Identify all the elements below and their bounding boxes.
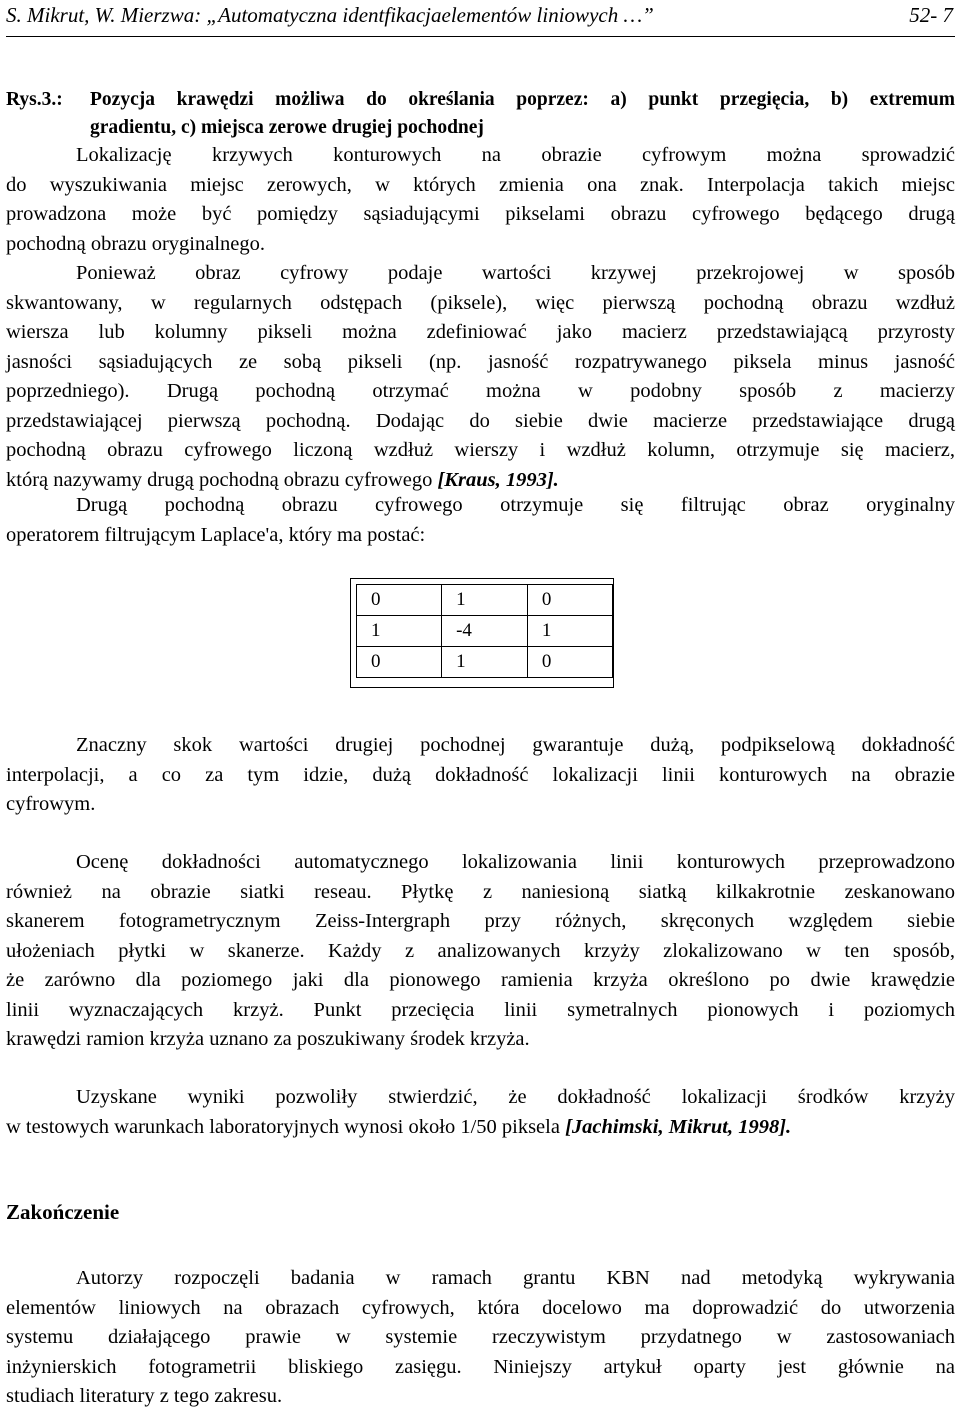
- text-line: również na obrazie siatki reseau. Płytkę z naniesioną siatką kilkakrotnie zeskanowano: [6, 880, 955, 903]
- caption-line: Pozycja krawędzi możliwa do określania poprzez: a) punkt przegięcia, b) extremum: [90, 89, 955, 110]
- matrix-cell: 0: [357, 647, 442, 678]
- text-line: krawędzi ramion krzyża uznano za poszukiwany środek krzyża.: [6, 1028, 530, 1050]
- header-authors-title: S. Mikrut, W. Mierzwa: „Automatyczna identfikacjaelementów liniowych …”: [6, 3, 654, 27]
- text-line: Autorzy rozpoczęli badania w ramach grantu KBN nad metodyką wykrywania: [76, 1267, 955, 1289]
- caption-text: [90, 86, 955, 142]
- text-line: jasności sąsiadujących ze sobą pikseli (np. jasność rozpatrywanego piksela minus jasność: [6, 350, 955, 373]
- text-line: skwantowany, w regularnych odstępach (piksele), więc pierwszą pochodną obrazu wzdłuż: [6, 291, 955, 314]
- text-line: pochodną obrazu cyfrowego liczoną wzdłuż wierszy i wzdłuż kolumn, otrzymuje się macierz,: [6, 439, 955, 461]
- text-line: [6, 1113, 955, 1143]
- paragraph-localization: [6, 141, 955, 259]
- text-line: Drugą pochodną obrazu cyfrowego otrzymuje się filtrując obraz oryginalny: [76, 494, 955, 516]
- header-page-number: 52- 7: [909, 3, 953, 27]
- paragraph-first-derivative: [6, 259, 955, 495]
- paragraph-laplace: [6, 491, 955, 550]
- text-line: prowadzona może być pomiędzy sąsiadującymi pikselami obrazu cyfrowego będącego drugą: [6, 203, 955, 225]
- matrix-cell: 1: [527, 616, 612, 647]
- text-line: studiach literatury z tego zakresu.: [6, 1385, 283, 1407]
- running-header: [6, 0, 955, 37]
- paragraph-reseau: [6, 848, 955, 1055]
- text-line: że zarówno dla poziomego jaki dla pionowego ramienia krzyża określono po dwie krawędzie: [6, 969, 955, 991]
- text-line: cyfrowym.: [6, 793, 96, 815]
- text-line: przedstawiającej pierwszą pochodną. Dodając do siebie dwie macierze przedstawiające drugą: [6, 409, 955, 432]
- text-line: systemu działającego prawie w systemie rzeczywistym przydatnego w zastosowaniach: [6, 1326, 955, 1348]
- text-line: Znaczny skok wartości drugiej pochodnej gwarantuje dużą, podpikselową dokładność: [76, 734, 955, 756]
- text-line: do wyszukiwania miejsc zerowych, w których zmienia ona znak. Interpolacja takich miejsc: [6, 173, 955, 196]
- text-line: Ocenę dokładności automatycznego lokalizowania linii konturowych przeprowadzono: [76, 851, 955, 873]
- matrix-row: [357, 647, 613, 678]
- citation-kraus: [Kraus, 1993].: [437, 468, 559, 491]
- text-line: Ponieważ obraz cyfrowy podaje wartości krzywej przekrojowej w sposób: [76, 262, 955, 284]
- matrix-cell: 1: [442, 585, 528, 616]
- paragraph-interpolation: [6, 731, 955, 820]
- text-line: wiersza lub kolumny pikseli można zdefiniować jako macierz przedstawiającą przyrosty: [6, 321, 955, 343]
- caption-label: Rys.3.:: [6, 89, 63, 110]
- matrix-cell: 0: [527, 647, 612, 678]
- paragraph-conclusion: [6, 1264, 955, 1412]
- text-line: inżynierskich fotogrametrii bliskiego zasięgu. Niniejszy artykuł oparty jest głównie na: [6, 1355, 955, 1378]
- text-line: poprzedniego). Drugą pochodną otrzymać można w podobny sposób z macierzy: [6, 380, 955, 402]
- text-line: pochodną obrazu oryginalnego.: [6, 232, 266, 255]
- matrix-cell: 0: [357, 585, 442, 616]
- text-line: skanerem fotogrametrycznym Zeiss-Intergraph przy różnych, skręconych względem siebie: [6, 910, 955, 932]
- citation-jachimski-mikrut: [Jachimski, Mikrut, 1998].: [565, 1115, 792, 1138]
- text-line: operatorem filtrującym Laplace'a, który ma postać:: [6, 523, 426, 546]
- caption-line: gradientu, c) miejsca zerowe drugiej pochodnej: [90, 117, 484, 138]
- text-span: którą nazywamy drugą pochodną obrazu cyfrowego: [6, 468, 438, 491]
- matrix-cell: 0: [527, 585, 612, 616]
- laplace-matrix-frame: [350, 578, 614, 688]
- text-line: interpolacji, a co za tym idzie, dużą dokładność lokalizacji linii konturowych na obrazie: [6, 763, 955, 786]
- matrix-cell: 1: [357, 616, 442, 647]
- text-line: elementów liniowych na obrazach cyfrowych, która docelowo ma doprowadzić do utworzenia: [6, 1296, 955, 1319]
- text-span: w testowych warunkach laboratoryjnych wynosi około 1/50 piksela: [6, 1115, 566, 1138]
- matrix-row: [357, 585, 613, 616]
- matrix-row: [357, 616, 613, 647]
- matrix-cell: 1: [442, 647, 528, 678]
- section-heading-conclusion: Zakończenie: [6, 1200, 120, 1224]
- matrix-cell: -4: [442, 616, 528, 647]
- text-line: Lokalizację krzywych konturowych na obrazie cyfrowym można sprowadzić: [76, 144, 955, 166]
- laplace-matrix: [356, 584, 613, 678]
- text-line: linii wyznaczających krzyż. Punkt przecięcia linii symetralnych pionowych i poziomych: [6, 998, 955, 1021]
- paragraph-results: [6, 1083, 955, 1142]
- text-line: ułożeniach płytki w skanerze. Każdy z analizowanych krzyży zlokalizowano w ten sposób,: [6, 939, 955, 962]
- text-line: Uzyskane wyniki pozwoliły stwierdzić, że dokładność lokalizacji środków krzyży: [76, 1086, 955, 1108]
